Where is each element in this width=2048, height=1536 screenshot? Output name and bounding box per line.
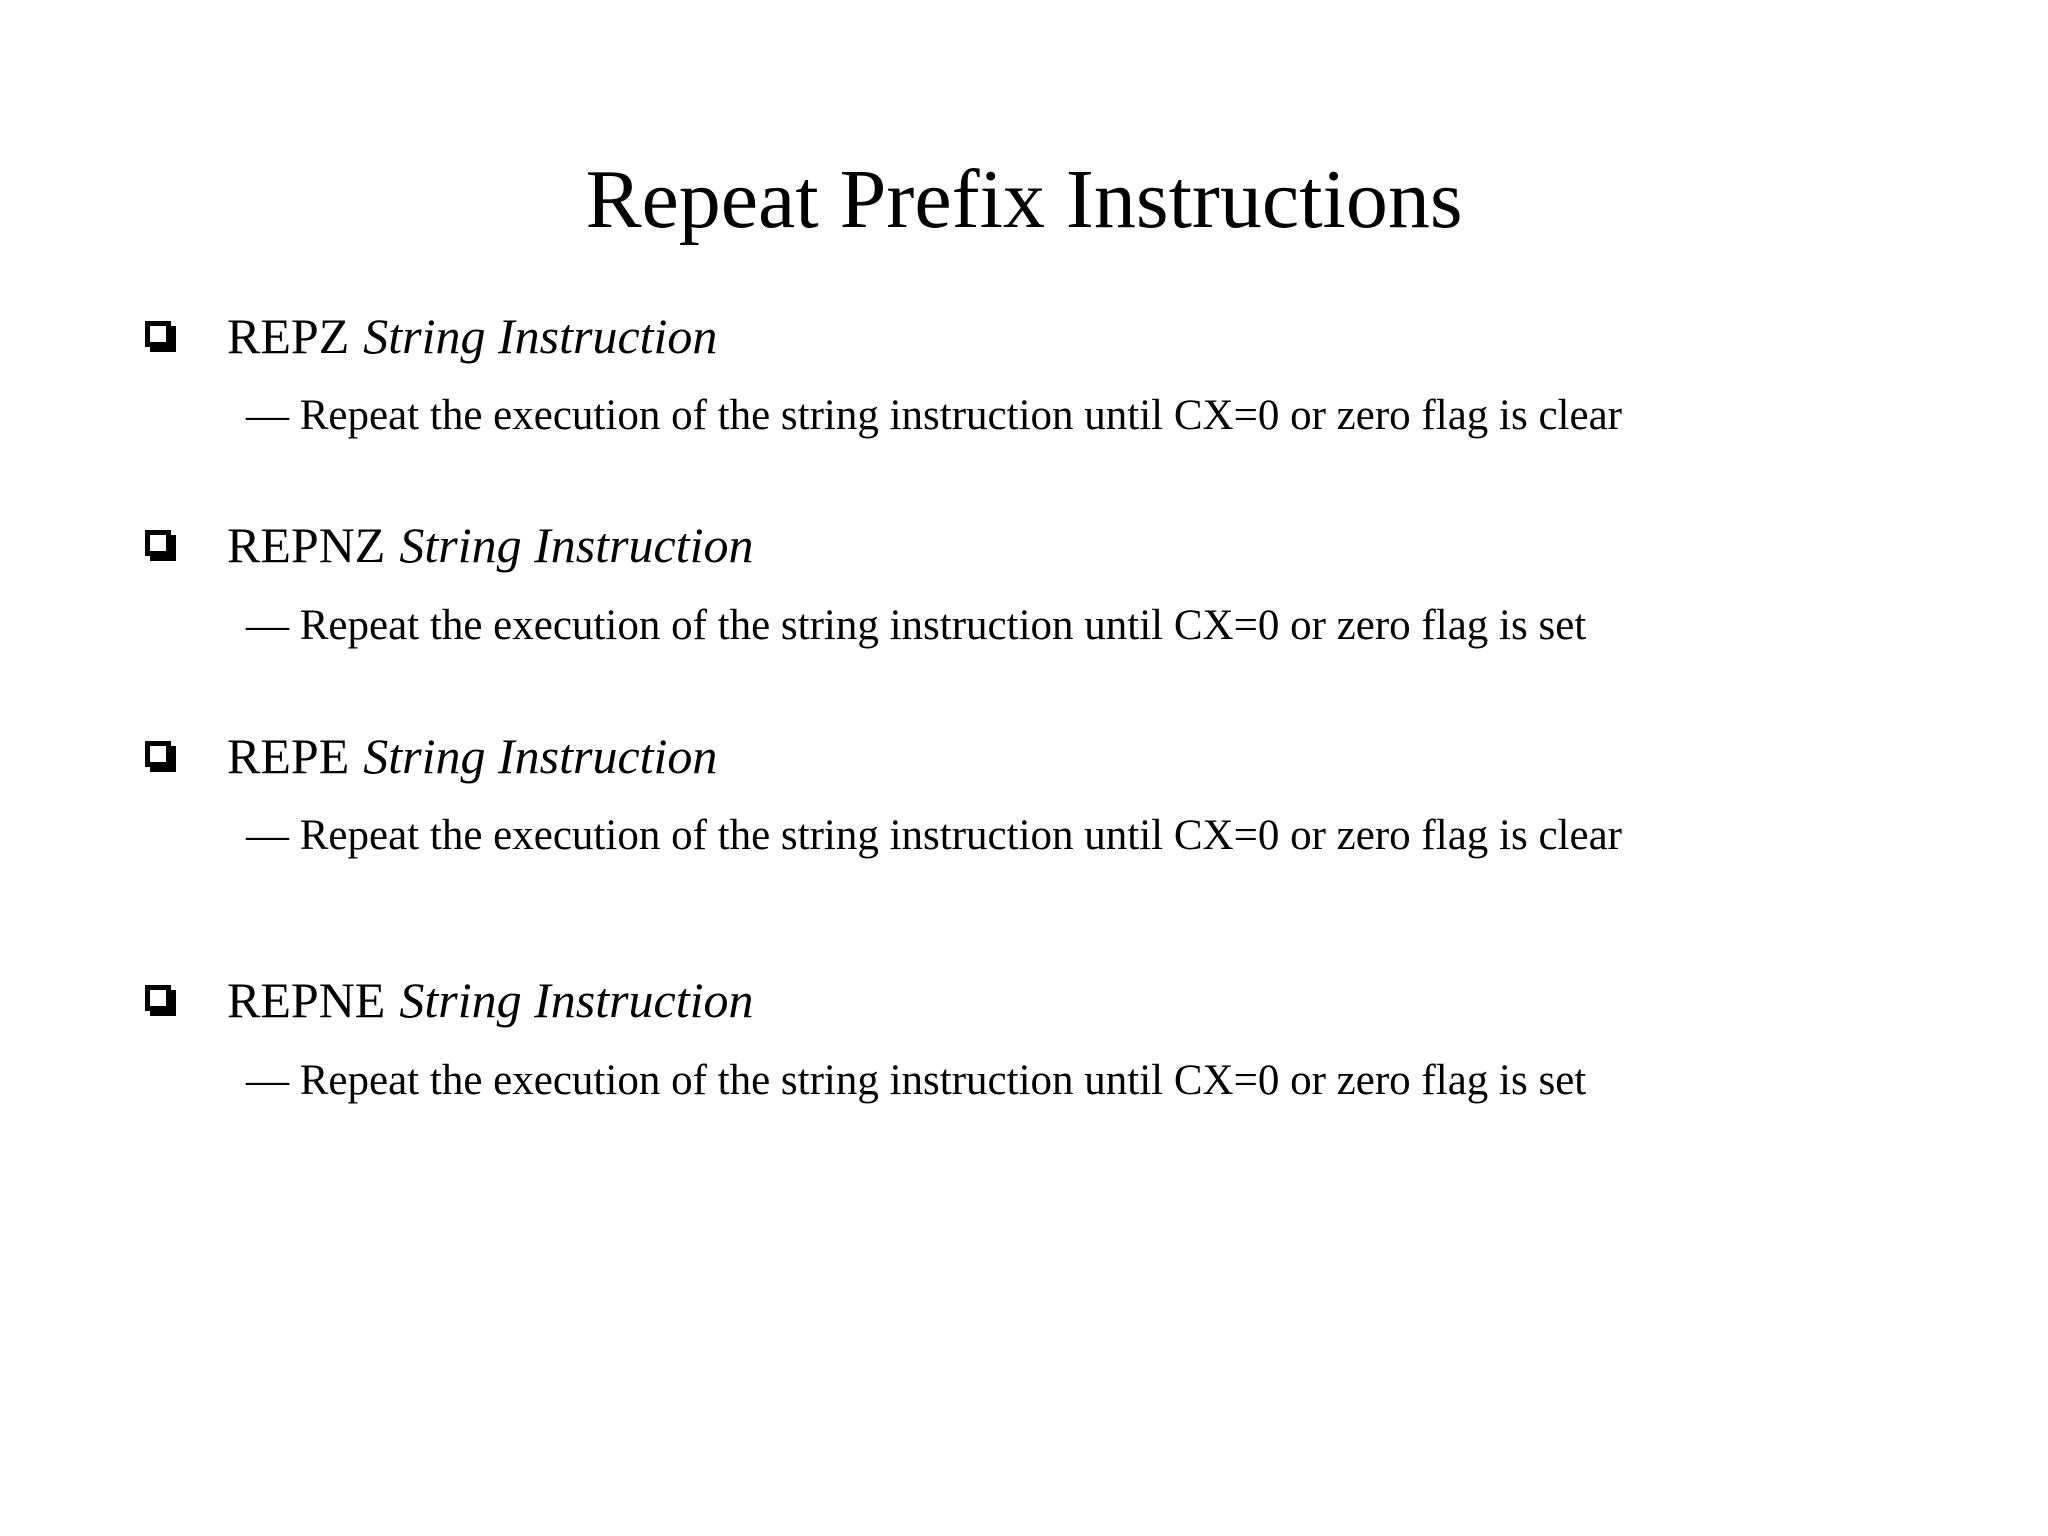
instruction-operand: String Instruction — [363, 308, 718, 364]
checkbox-bullet-icon — [145, 741, 171, 767]
bullet-description — [246, 810, 1622, 862]
bullet-heading — [227, 515, 754, 575]
instruction-keyword: REPNZ — [227, 517, 386, 573]
instruction-keyword: REPE — [227, 728, 350, 784]
description-text: Repeat the execution of the string instruction until CX=0 or zero flag is set — [299, 1057, 1587, 1104]
bullet-heading — [227, 970, 754, 1030]
instruction-operand: String Instruction — [399, 972, 754, 1028]
bullet-description — [246, 390, 1622, 442]
description-text: Repeat the execution of the string instruction until CX=0 or zero flag is clear — [299, 812, 1622, 859]
bullet-description — [246, 600, 1586, 652]
instruction-keyword: REPNE — [227, 972, 386, 1028]
dash-marker: — — [246, 1057, 289, 1104]
instruction-operand: String Instruction — [399, 517, 754, 573]
description-text: Repeat the execution of the string instruction until CX=0 or zero flag is set — [299, 602, 1587, 649]
checkbox-bullet-icon — [145, 530, 171, 556]
instruction-operand: String Instruction — [363, 728, 718, 784]
description-text: Repeat the execution of the string instruction until CX=0 or zero flag is clear — [299, 392, 1622, 439]
bullet-heading — [227, 726, 717, 786]
bullet-heading — [227, 306, 717, 366]
bullet-description — [246, 1055, 1586, 1107]
dash-marker: — — [246, 812, 289, 859]
instruction-keyword: REPZ — [227, 308, 350, 364]
dash-marker: — — [246, 602, 289, 649]
checkbox-bullet-icon — [145, 321, 171, 347]
checkbox-bullet-icon — [145, 985, 171, 1011]
dash-marker: — — [246, 392, 289, 439]
slide-title: Repeat Prefix Instructions — [585, 153, 1463, 246]
